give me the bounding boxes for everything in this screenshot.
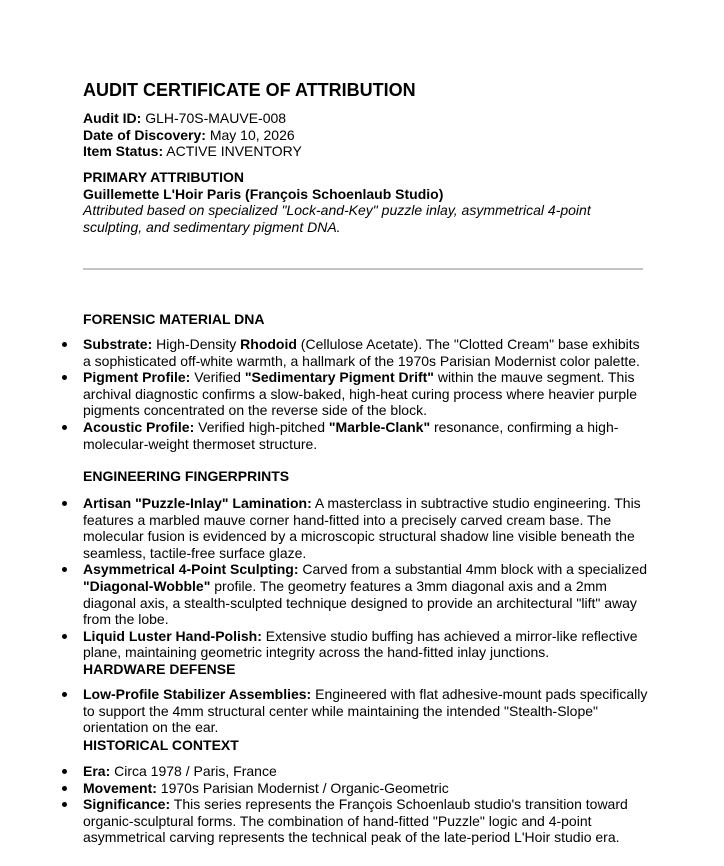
list-item xyxy=(83,495,649,561)
document-title: AUDIT CERTIFICATE OF ATTRIBUTION xyxy=(83,80,416,100)
item-label: Artisan "Puzzle-Inlay" Lamination: xyxy=(83,495,312,511)
discovery-date-label: Date of Discovery: xyxy=(83,126,206,143)
item-text: 1970s Parisian Modernist / Organic-Geometric xyxy=(156,779,449,796)
audit-id-line xyxy=(83,110,302,127)
forensic-heading: FORENSIC MATERIAL DNA xyxy=(83,311,265,327)
list-item xyxy=(83,686,649,736)
list-item xyxy=(83,763,649,780)
engineering-list xyxy=(83,495,649,661)
list-item xyxy=(83,419,649,452)
history-list xyxy=(83,763,649,846)
list-item xyxy=(83,336,649,369)
list-item xyxy=(83,780,649,797)
item-text: Circa 1978 / Paris, France xyxy=(110,763,277,779)
list-item xyxy=(83,628,649,661)
item-status-line xyxy=(83,143,302,160)
primary-attribution xyxy=(83,169,649,235)
list-item xyxy=(83,796,649,846)
item-emphasis: Rhodoid xyxy=(240,336,297,352)
item-status-value: ACTIVE INVENTORY xyxy=(166,143,302,160)
item-text: profile. The geometry features a 3mm diagonal axis and a 2mm diagonal axis, a stealth-sculpted technique designed to provide an architectural "lift" away from the lobe. xyxy=(83,577,637,628)
item-label: Asymmetrical 4-Point Sculpting: xyxy=(83,561,299,578)
item-text: Extensive studio buffing has achieved a mirror-like reflective plane, maintaining geometric integrity across the hand-fitted inlay junctions. xyxy=(83,627,638,661)
item-emphasis: "Marble-Clank" xyxy=(328,418,431,435)
item-label: Substrate: xyxy=(83,336,153,352)
audit-metadata xyxy=(83,110,302,160)
item-text: within the mauve segment. This archival diagnostic confirms a slow-baked, high-heat curing process where heavier purple pigments concentrated on the reverse side of the block. xyxy=(83,369,638,419)
attribution-description: Attributed based on specialized "Lock-and-Key" puzzle inlay, asymmetrical 4-point sculpting, and sedimentary pigment DNA. xyxy=(83,202,591,235)
item-emphasis: "Sedimentary Pigment Drift" xyxy=(244,369,434,386)
item-emphasis: "Diagonal-Wobble" xyxy=(83,577,211,594)
list-item xyxy=(83,369,649,419)
hardware-list xyxy=(83,686,649,736)
item-text: Carved from a substantial 4mm block with a specialized xyxy=(298,561,648,578)
item-label: Acoustic Profile: xyxy=(83,418,195,435)
item-label: Liquid Luster Hand-Polish: xyxy=(83,627,262,644)
item-text: A masterclass in subtractive studio engineering. This features a marbled mauve corner hand-fitted into a precisely carved cream base. The molecular fusion is evidenced by a microscopic structural shadow line visible beneath the seamless, tactile-free surface glaze. xyxy=(83,495,641,561)
attribution-maker: Guillemette L'Hoir Paris (François Schoenlaub Studio) xyxy=(83,185,444,202)
item-status-label: Item Status: xyxy=(83,143,164,160)
discovery-date-line xyxy=(83,127,302,144)
hardware-heading: HARDWARE DEFENSE xyxy=(83,661,236,677)
audit-id-value: GLH-70S-MAUVE-008 xyxy=(145,110,287,126)
item-label: Significance: xyxy=(83,796,171,813)
history-heading: HISTORICAL CONTEXT xyxy=(83,737,239,753)
item-label: Pigment Profile: xyxy=(83,369,191,386)
attribution-heading: PRIMARY ATTRIBUTION xyxy=(83,169,244,185)
discovery-date-value: May 10, 2026 xyxy=(209,126,295,143)
item-text: resonance, confirming a high-molecular-weight thermoset structure. xyxy=(83,418,619,452)
engineering-heading: ENGINEERING FINGERPRINTS xyxy=(83,468,290,484)
item-text: High-Density xyxy=(152,336,241,352)
list-item xyxy=(83,561,649,627)
item-label: Era: xyxy=(83,763,111,779)
item-label: Low-Profile Stabilizer Assemblies: xyxy=(83,686,312,702)
item-text: This series represents the François Schoenlaub studio's transition toward organic-sculptural forms. The combination of hand-fitted "Puzzle" logic and 4-point asymmetrical carving represents the technical peak of the late-period L'Hoir studio era. xyxy=(83,796,628,846)
section-divider xyxy=(83,268,643,270)
item-text: (Cellulose Acetate). The "Clotted Cream" base exhibits a sophisticated off-white warmth, a hallmark of the 1970s Parisian Modernist color palette. xyxy=(83,336,640,369)
item-text: Engineered with flat adhesive-mount pads specifically to support the 4mm structural center while maintaining the intended "Stealth-Slope" orientation on the ear. xyxy=(83,686,648,736)
audit-id-label: Audit ID: xyxy=(83,110,142,126)
forensic-list xyxy=(83,336,649,452)
item-label: Movement: xyxy=(83,779,157,796)
item-text: Verified high-pitched xyxy=(194,418,329,435)
item-text: Verified xyxy=(190,369,245,386)
